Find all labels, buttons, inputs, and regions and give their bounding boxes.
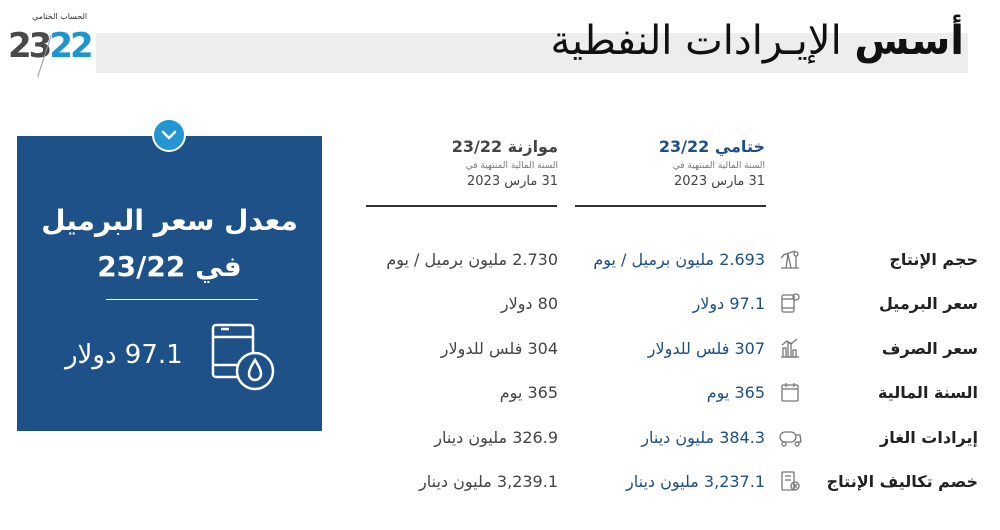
table-row-production	[360, 246, 990, 276]
row-label: سعر الصرف	[881, 339, 978, 358]
row-actual-value: 3,237.1 مليون دينار	[626, 472, 765, 491]
card-title-line2: في 23/22	[97, 250, 242, 283]
row-label: حجم الإنتاج	[889, 250, 978, 269]
chevron-down-icon	[152, 118, 186, 152]
row-label: السنة المالية	[877, 383, 978, 402]
logo-number	[8, 26, 91, 66]
table-row-gas-revenue	[360, 424, 990, 454]
column-actual-rule	[575, 205, 766, 207]
card-title	[17, 198, 322, 290]
exchange-chart-icon	[777, 335, 803, 361]
oil-pump-icon	[777, 246, 803, 272]
row-label: خصم تكاليف الإنتاج	[826, 472, 978, 491]
row-budget-value: 80 دولار	[500, 294, 558, 313]
table-row-production-cost	[360, 468, 990, 498]
column-actual-title: ختامي 23/22	[658, 137, 765, 156]
table-row-exchange-rate	[360, 335, 990, 365]
cost-deduction-icon	[777, 468, 803, 494]
barrel-price-card	[17, 136, 322, 431]
row-budget-value: 365 يوم	[499, 383, 558, 402]
page-title-bold: أسس	[854, 18, 964, 64]
row-budget-value: 2.730 مليون برميل / يوم	[386, 250, 558, 269]
oil-barrel-drop-icon	[207, 319, 287, 403]
row-budget-value: 326.9 مليون دينار	[434, 428, 558, 447]
gas-tanker-icon	[777, 424, 803, 450]
barrel-price-icon	[777, 290, 803, 316]
page-title	[550, 18, 964, 64]
row-actual-value: 307 فلس للدولار	[647, 339, 765, 358]
calendar-icon	[777, 379, 803, 405]
card-divider	[106, 299, 258, 300]
row-actual-value: 365 يوم	[706, 383, 765, 402]
row-label: إيرادات الغاز	[879, 428, 978, 447]
row-actual-value: 2.693 مليون برميل / يوم	[593, 250, 765, 269]
column-actual-date: 31 مارس 2023	[674, 174, 765, 189]
table-row-barrel-price	[360, 290, 990, 320]
column-budget-title: موازنة 23/22	[451, 137, 558, 156]
column-budget-subtitle: السنة المالية المنتهية في	[465, 161, 558, 171]
row-actual-value: 384.3 مليون دينار	[641, 428, 765, 447]
column-header-actual	[585, 137, 765, 191]
page-title-rest: الإيـرادات النفطية	[550, 18, 842, 64]
table-row-fiscal-year	[360, 379, 990, 409]
column-budget-rule	[366, 205, 557, 207]
card-value: 97.1 دولار	[65, 340, 183, 370]
column-actual-subtitle: السنة المالية المنتهية في	[672, 161, 765, 171]
column-header-budget	[378, 137, 558, 191]
column-budget-date: 31 مارس 2023	[467, 174, 558, 189]
row-budget-value: 3,239.1 مليون دينار	[419, 472, 558, 491]
row-label: سعر البرميل	[879, 294, 978, 313]
logo-number-part1: 23	[8, 26, 50, 66]
logo-number-part2: 22	[49, 26, 91, 66]
logo-caption: الحساب الختامي	[32, 12, 88, 21]
row-budget-value: 304 فلس للدولار	[440, 339, 558, 358]
row-actual-value: 97.1 دولار	[692, 294, 765, 313]
report-logo	[8, 12, 100, 74]
card-title-line1: معدل سعر البرميل	[41, 204, 298, 237]
